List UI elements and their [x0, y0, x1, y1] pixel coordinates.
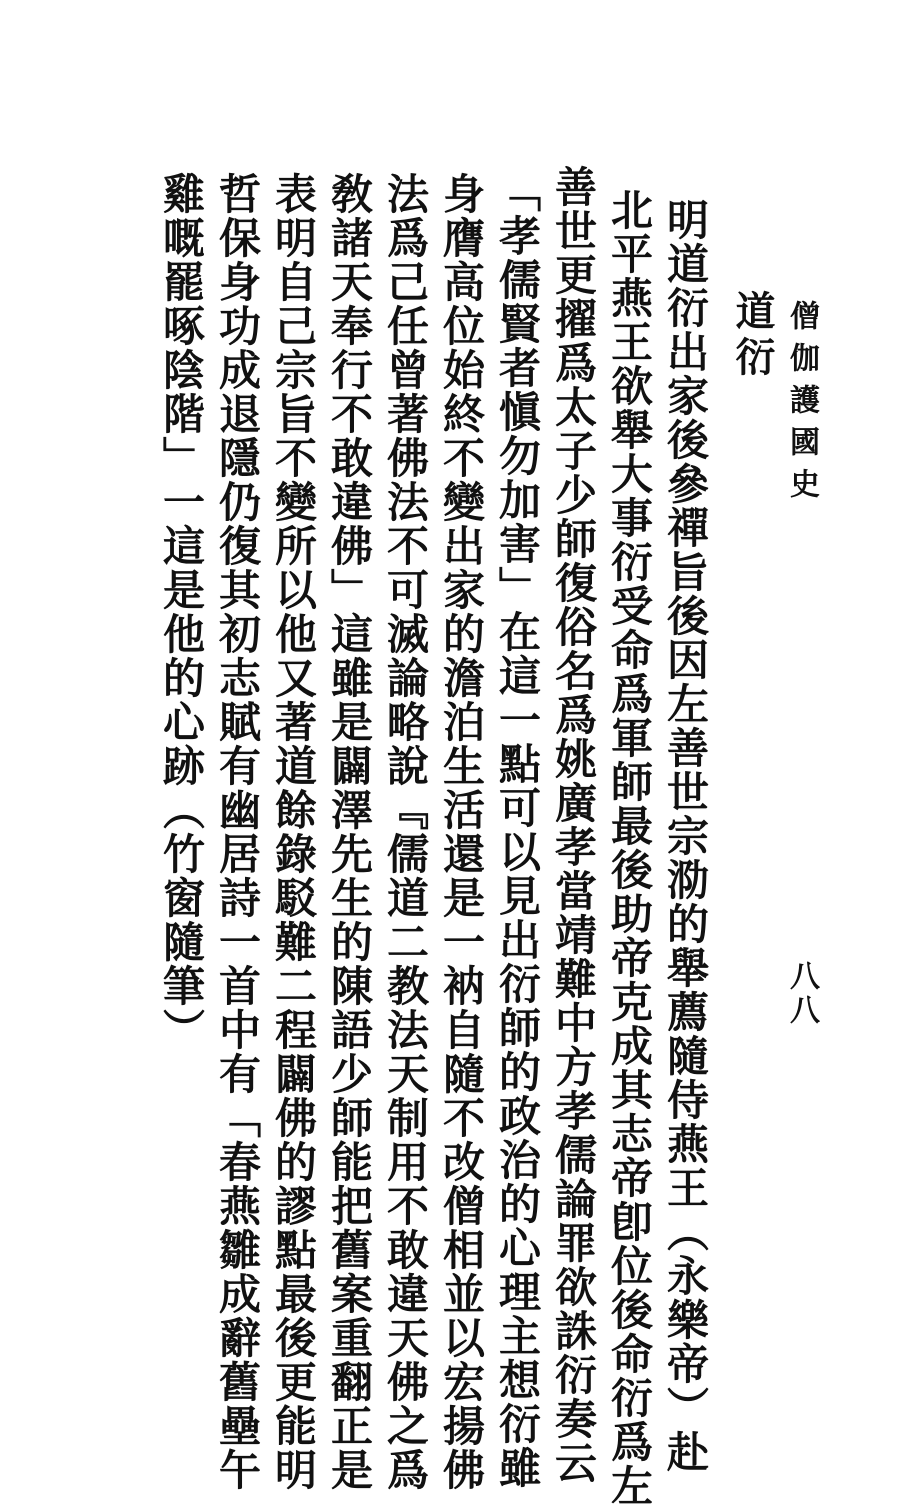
text-line: 明道衍出家後參禪旨後因左善世宗泐的舉薦隨侍燕王（永樂帝）赴: [661, 198, 710, 1474]
text-line: 表明自己宗旨不變所以他又著道餘錄駁難二程闢佛的謬點最後更能明: [269, 172, 318, 1492]
text-line: 敎諸天奉行不敢違佛」這雖是闢澤先生的陳語少師能把舊案重翻正是: [325, 172, 374, 1492]
section-heading: 道衍: [729, 290, 776, 382]
page-number: 八八: [784, 960, 819, 1028]
text-line: 「孝儒賢者愼勿加害」在這一點可以見出衍師的政治的心理主想衍雖: [493, 170, 542, 1490]
text-line: 北平燕王欲舉大事衍受命爲軍師最後助帝克成其志帝卽位後命衍爲左: [605, 188, 654, 1508]
text-line: 雞嘅罷啄陰階」一這是他的心跡（竹窗隨筆）: [157, 172, 206, 1052]
text-line: 善世更擢爲太子少師復俗名爲姚廣孝當靖難中方孝儒論罪欲誅衍奏云: [549, 165, 598, 1485]
text-line: 身膺高位始終不變出家的澹泊生活還是一衲自隨不改僧相並以宏揚佛: [437, 172, 486, 1492]
running-title: 僧伽護國史: [784, 300, 819, 510]
text-line: 哲保身功成退隱仍復其初志賦有幽居詩一首中有「春燕雛成辭舊壘午: [213, 172, 262, 1492]
text-line: 法爲己任曾著佛法不可滅論略說『儒道二教法天制用不敢違天佛之爲: [381, 172, 430, 1492]
